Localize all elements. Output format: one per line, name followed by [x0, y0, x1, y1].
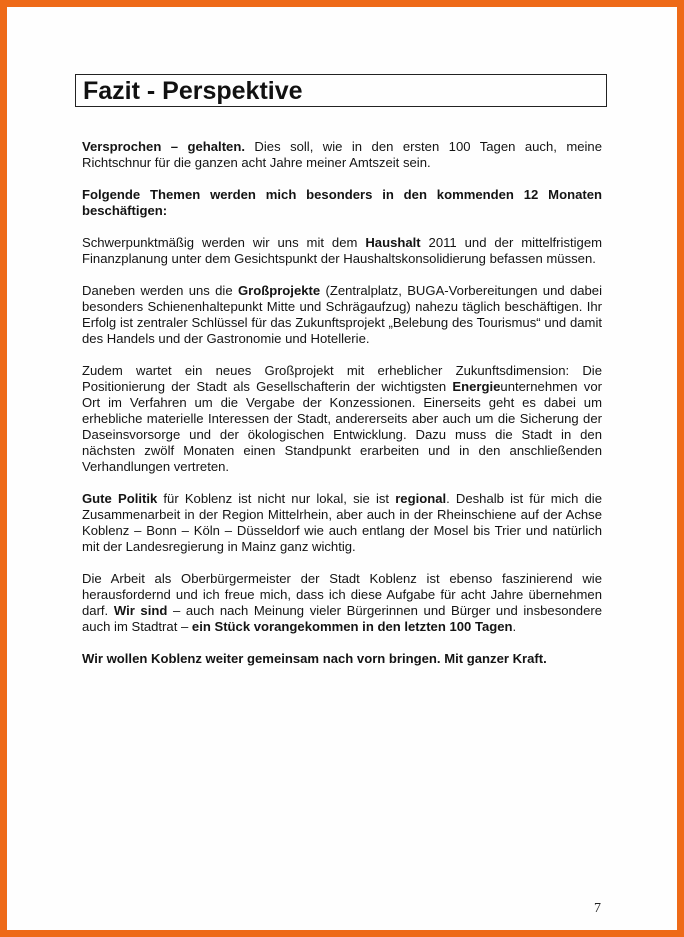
paragraph-budget: Schwerpunktmäßig werden wir uns mit dem Haushalt 2011 und der mittelfristigem Finanzplanung unter dem Gesichtspunkt der Haushaltskonsolidierung befassen müssen.: [82, 235, 603, 266]
paragraph-regional-politics: Gute Politik für Koblenz ist nicht nur lokal, sie ist regional. Deshalb ist für mich die Zusammenarbeit in der Region Mittelrhein, aber auch in der Rheinschiene auf der Achse Koblenz – Bonn – Köln – Düsseldorf wie auch entlang der Mosel bis Trier und natürlich mit der Landesregierung in Mainz ganz wichtig.: [82, 491, 602, 554]
paragraph-mayor-work: Die Arbeit als Oberbürgermeister der Stadt Koblenz ist ebenso faszinierend wie herausfordernd und ich freue mich, dass ich diese Aufgabe für acht Jahre übernehmen darf. Wir sind – auch nach Meinung vieler Bürgerinnen und Bürger und insbesondere auch im Stadtrat – ein Stück vorangekommen in den letzten 100 Tagen.: [82, 571, 603, 634]
body-text: [82, 139, 602, 683]
paragraph-promise: Versprochen – gehalten. Dies soll, wie in den ersten 100 Tagen auch, meine Richtschnur für die ganzen acht Jahre meiner Amtszeit sein.: [82, 139, 602, 170]
title-box: [75, 74, 607, 107]
page-number: 7: [594, 901, 601, 916]
page-title: Fazit - Perspektive: [83, 77, 303, 105]
paragraph-topics-heading: Folgende Themen werden mich besonders in den kommenden 12 Monaten beschäftigen:: [82, 187, 602, 218]
paragraph-closing: Wir wollen Koblenz weiter gemeinsam nach vorn bringen. Mit ganzer Kraft.: [82, 651, 547, 666]
paragraph-energy: Zudem wartet ein neues Großprojekt mit erheblicher Zukunftsdimension: Die Positionierung der Stadt als Gesellschafterin der wichtigsten Energieunternehmen vor Ort im Verfahren um die Vergabe der Konzessionen. Einerseits geht es dabei um erhebliche materielle Interessen der Stadt, andererseits aber auch um die Sicherung der Daseinsvorsorge und der ökologischen Entwicklung. Dazu muss die Stadt in den nächsten zwölf Monaten einen Standpunkt erarbeiten und in den anschließenden Verhandlungen vertreten.: [82, 363, 602, 474]
paragraph-major-projects: Daneben werden uns die Großprojekte (Zentralplatz, BUGA-Vorbereitungen und dabei besonders Schienenhaltepunkt Mitte und Schrägaufzug) nahezu täglich beschäftigen. Ihr Erfolg ist zentraler Schlüssel für das Zukunftsprojekt „Belebung des Tourismus“ und damit des Handels und der Gastronomie und Hotellerie.: [82, 283, 602, 346]
document-page: [7, 7, 677, 930]
